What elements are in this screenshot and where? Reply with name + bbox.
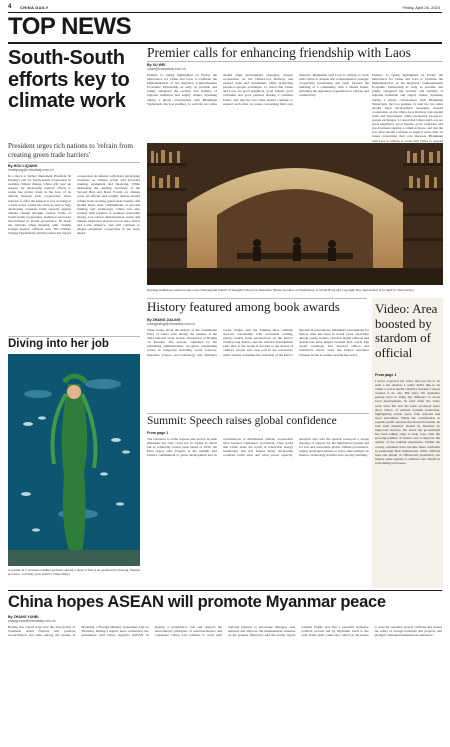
history-email[interactable]: zhangjialing@chinadaily.com.cn	[147, 322, 196, 326]
asean-headline: China hopes ASEAN will promote Myanmar peace	[8, 593, 386, 611]
diving-top-rule	[8, 336, 140, 337]
asean-byline: By ZHANG YUNBI	[8, 615, 39, 619]
history-headline: History featured among book awards	[147, 299, 340, 314]
issue-date: Friday, April 26, 2024	[402, 5, 440, 10]
history-byline: By ZHANG JIALING	[147, 318, 181, 322]
video-from-page: From page 1	[375, 373, 397, 377]
laos-byline: By XU WEI	[147, 63, 166, 67]
lead-subhead: President urges rich nations to 'refrain from creating green trade barriers'	[8, 142, 133, 159]
laos-rule	[147, 61, 443, 62]
laos-email[interactable]: xuwei@chinadaily.com.cn	[147, 67, 186, 71]
library-photo	[147, 143, 443, 285]
laos-body: Premier Li Qiang highlighted on Friday the importance for China and Laos to facilitate the implementation of the Regional Comprehensive Economic Partnership as early as possible and jointly safeguard the security and stability of regional industrial and supply chains. Speaking during a phone conversation with Phankham Viphavanh, the Lao premier, Li said the two sides should align development strategies, deepen cooperation on the China-Laos Railway and expand trade and investment, while promoting people-to-people exchanges. Li noted that China and Laos are good neighbors, good friends, good comrades and good partners sharing a common future, and that the two sides should continue to support each other on issues concerning their core interests. Phankham said Laos is willing to work with China to deepen the comprehensive strategic cooperative partnership and push forward the building of a community with a shared future, including the upgraded cooperation on railway and connectivity.	[147, 73, 369, 106]
lead-headline: South-South efforts key to climate work	[8, 47, 130, 112]
laos-body-tail	[372, 73, 443, 141]
library-photo-caption: Reading enthusiasts peruse books at the Yantiangrum branch of Shanghai Library in Shenzhen, Hunan province on Wednesday, as World Book and Copyright Day approached. [Liu Jun/For China Daily]	[147, 288, 414, 292]
video-headline: Video: Area boosted by stardom of official	[375, 301, 438, 360]
asean-email[interactable]: zhangyunbi@chinadaily.com.cn	[8, 619, 56, 623]
diving-photo-caption: A woman in a seaweed costume performs among a shoal of fish at an aquarium in Jinhong, Yunnan province, on Friday. [Liu Jun/For China Daily]	[8, 568, 140, 576]
paper-name: CHINA DAILY	[20, 5, 49, 10]
diving-photo	[8, 354, 140, 566]
section-rule	[8, 42, 442, 44]
asean-top-rule	[8, 590, 442, 591]
section-title: TOP NEWS	[8, 13, 132, 40]
video-body: I never expected the video that put his to be such a hit. Alshon, I really didn't like to be called a social media celebrity because I never wanted to be one. But since I'm gradually getting used to using my influence to boost local development, he said. After the video went viral, Bu and his team produced more short videos of cultural tourism promotion, highlighting scenic spots, folk customs and local specialties. While the continuation in popular public persona has boosted tourism, he said such attention should be matched by improved services. He noted the government has been taking steps to help cope with the growing number of visitors and to improve the quality of the tourism experience. Within the county, residents have become more confident in promoting their hometowns, while officials hope the model of official-led promotion can inspire other regions to embrace new media in revitalizing rural areas.	[375, 379, 440, 465]
aquarium-illustration	[8, 354, 140, 566]
laos-body-continued: Premier Li Qiang highlighted on Friday the importance for China and Laos to facilitate the implementation of the Regional Comprehensive Economic Partnership as early as possible and jointly safeguard the security and stability of regional industrial and supply chains. Speaking during a phone conversation with Phankham Viphavanh, the Lao premier, Li said the two sides should align development strategies, deepen cooperation on the China-Laos Railway and expand trade and investment, while promoting people-to-people exchanges. Li noted that China and Laos are good neighbors, good friends, good comrades and good partners sharing a common future, and that the two sides should continue to support each other on issues concerning their core interests. Phankham said Laos is willing to work with China to deepen	[372, 73, 443, 143]
bookshelf-illustration	[147, 143, 443, 285]
summit-from-page: From page 1	[147, 431, 169, 435]
diving-headline: Diving into her job	[8, 338, 109, 350]
lead-email[interactable]: houliqiang@chinadaily.com.cn	[8, 168, 54, 172]
lead-byline: By HOU LIQIANG	[8, 164, 38, 168]
summit-body: The reference to some regions and sectors in peak emissions not only could not be traded as unfair but as achieving carbon peak ahead of 2030, the Paris report said. Experts at the summit said China's commitment to green development and its contributions to multilateral climate cooperation have boosted confidence worldwide. They noted that China leads the world in renewable energy installation and has helped many developing countries build solar and wind power capacity. Analysts also said the speech conveyed a strong message of support for the multilateral system and for fair and reasonable global climate governance, urging developed nations to honor their pledges on finance, technology transfer and capacity building.	[147, 437, 369, 458]
asean-body: Beijing has voiced hope that the Association of Southeast Asian Nations will promote reconciliation and talks among the parties in Myanmar, a Foreign Ministry spokesman said on Thursday. During a regular news conference, the spokesman said China supports ASEAN in playing a constructive role and respects the Association's principles of non-interference and consensus. China will continue to work with regional partners to encourage dialogue, ease tensions and improve the humanitarian situation on the ground. Observers said the border region remains fragile and that a peaceful, inclusive political process led by Myanmar itself is the only viable path. China also called on all parties to exercise restraint, protect civilians and ensure the safety of foreign nationals and projects, and pledged continued humanitarian assistance.	[8, 625, 442, 638]
page-number: 4	[8, 4, 12, 10]
lead-rule	[8, 162, 140, 163]
laos-headline: Premier calls for enhancing friendship with Laos	[147, 45, 411, 60]
lead-body: In a move to further implement President Xi Jinping's call for South-South cooperation in tackling climate change, China will 'sew' up support for developing nations' efforts to tackle the global crisis in the face of its deficits through such cooperation, more relevant to offer the support it was accruing at a trade event. China has done its best to help developing countries build capacity against climate change through various forms of South-South cooperation, leading to increased involvement in global governance. Xi made the remarks when meeting with visiting foreign leaders, officials said. The Climate Change Department said the nation has signed cooperation documents with many developing countries on climate action and provided training, equipment and financing. While addressing the opening ceremony of the Second Belt and Road Forum on climate work, an official said wealthy nations should refrain from creating green trade barriers and should honor their commitments to provide funding and technology. China has also worked with partners to promote renewable energy, low-carbon demonstration zones and climate adaptation projects across Asia, Africa and Latin America, and will continue to deepen pragmatic cooperation in the years ahead.	[8, 174, 140, 236]
summit-top-rule	[147, 413, 369, 414]
summit-headline: Summit: Speech raises global confidence	[147, 415, 337, 427]
history-body: Three books about the history of the Communist Party of China were among the winners of the 2024 national book awards announced in Beijing on Tuesday. The awards, organized by the publishing administration, recognize outstanding works in categories including social sciences, literature, science and technology and children's books. Judges said the winning titles combine rigorous scholarship with accessible writing, giving readers fresh perspectives on the Party's century-long history and the nation's development path. One of the books is devoted to the stories of ordinary people who took part in the revolution, while another examines the evolution of the Party's theoretical innovations. Publishers said demand for history titles has risen in recent years, especially among young readers, and that digital editions and audiobooks have helped broaden their reach. The award ceremony also honored editors and translators whose work has helped introduce Chinese books to readers around the world.	[147, 328, 369, 357]
